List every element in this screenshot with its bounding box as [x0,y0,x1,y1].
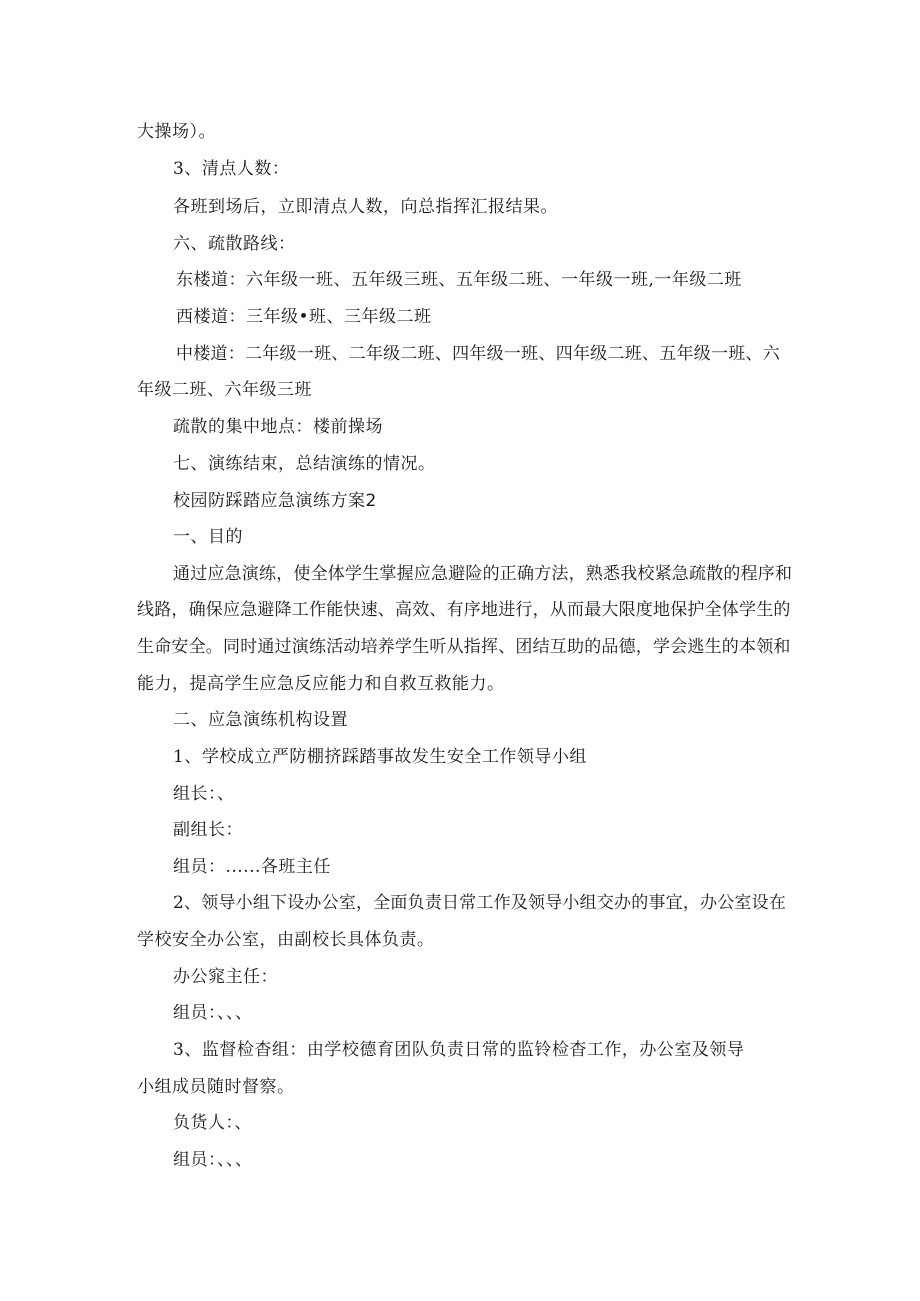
text-line: 各班到场后，立即清点人数，向总指挥汇报结果。 [173,197,558,217]
text-line: 1、学校成立严防棚挤踩踏事故发生安全工作领导小组 [173,747,587,767]
text-line: 组员：、、、 [173,1003,253,1023]
text-line: 3、清点人数： [173,159,290,179]
paragraph-line: 通过应急演练，使全体学生掌握应急避险的正确方法，熟悉我校紧急疏散的程序和 [173,564,793,584]
text-line: 西楼道：三年级•班、三年级二班 [176,307,432,327]
text-line: 年级二班、六年级三班 [137,380,312,400]
paragraph-line: 3、监督检杳组：由学校德育团队负责日常的监铃检杳工作，办公室及领导 [173,1040,745,1060]
paragraph-line: 小组成员随时督察。 [137,1077,295,1097]
section-heading: 一、目的 [173,527,243,547]
section-heading: 七、演练结束，总结演练的情况。 [173,454,436,474]
text-line: 组员：、、、 [173,1150,253,1170]
section-heading: 二、应急演练机构设置 [173,710,348,730]
text-line: 组长：、 [173,784,235,804]
text-line: 副组长： [173,820,243,840]
paragraph-line: 线路，确保应急避降工作能快速、高效、有序地进行，从而最大限度地保护全体学生的 [137,600,791,620]
text-line: 中楼道：二年级一班、二年级二班、四年级一班、四年级二班、五年级一班、六 [176,344,780,364]
text-line: 疏散的集中地点：楼前操场 [173,417,383,437]
paragraph-line: 能力，提高学生应急反应能力和自救互救能力。 [137,674,505,694]
text-line: 东楼道：六年级一班、五年级三班、五年级二班、一年级一班,一年级二班 [176,270,742,290]
paragraph-line: 2、领导小组下设办公室，全面负责日常工作及领导小组交办的事宜，办公室设在 [173,893,787,913]
paragraph-line: 生命安全。同时通过演练活动培养学生听从指挥、团结互助的品德，学会逃生的本领和 [137,637,791,657]
text-line: 负货人：、 [173,1113,252,1133]
text-line: 办公窕主任： [173,967,278,987]
document-title: 校园防踩踏应急演练方案2 [173,491,377,511]
paragraph-line: 学校安全办公室，由副校长具体负责。 [137,930,435,950]
text-line: 组员：......各班主任 [173,857,331,877]
section-heading: 六、疏散路线： [173,234,296,254]
text-line: 大操场）。 [137,122,216,142]
